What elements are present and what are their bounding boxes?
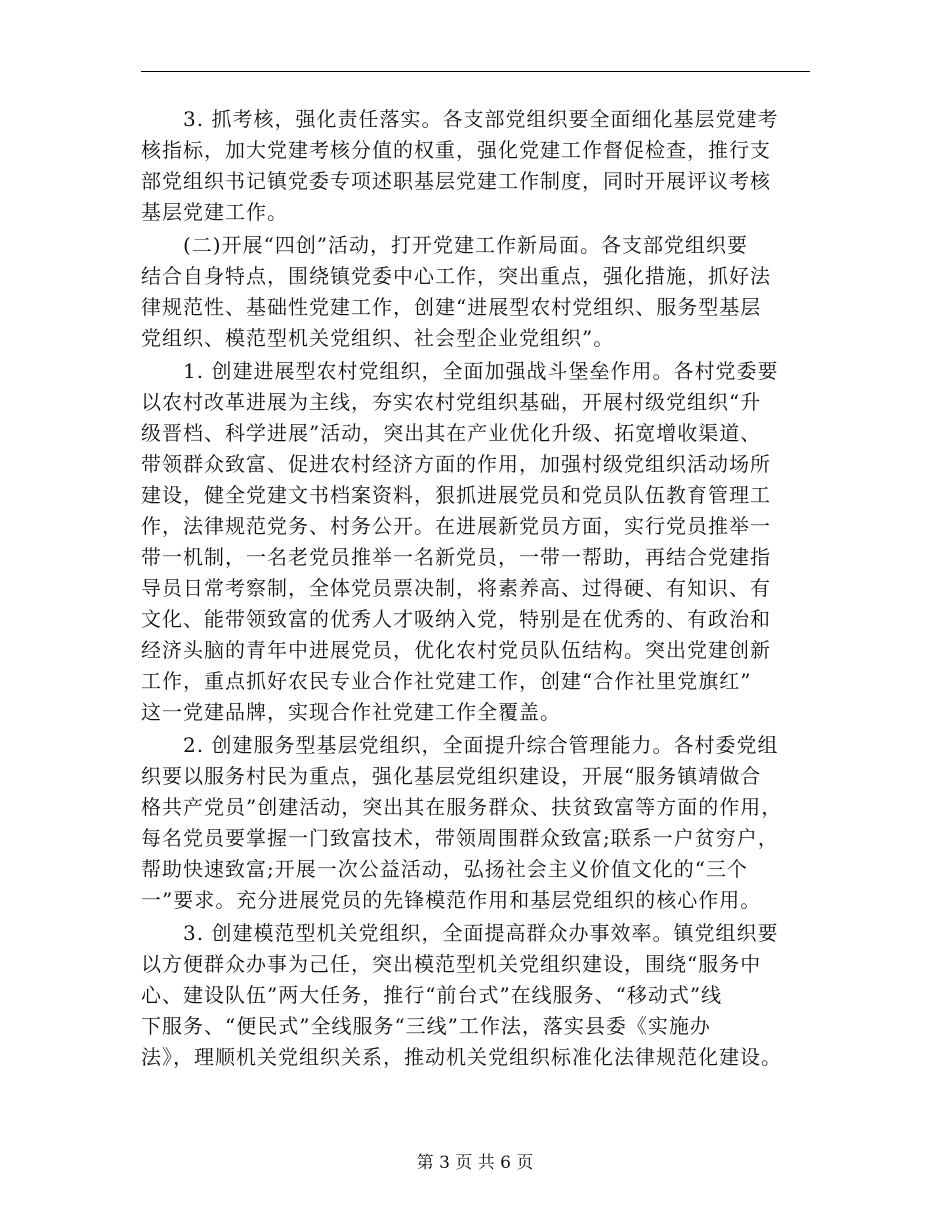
text-line: 工作，重点抓好农民专业合作社党建工作，创建“合作社里党旗红” [141,669,752,693]
text-line: (二)开展“四创”活动，打开党建工作新局面。各支部党组织要 [141,233,749,257]
text-line: 2. 创建服务型基层党组织，全面提升综合管理能力。各村委党组 [141,733,779,757]
text-line: 以农村改革进展为主线，夯实农村党组织基础，开展村级党组织“升 [141,390,762,414]
text-line: 格共产党员”创建活动，突出其在服务群众、扶贫致富等方面的作用， [141,795,783,819]
text-line: 织要以服务村民为重点，强化基层党组织建设，开展“服务镇靖做合 [141,764,762,788]
paragraph-5 [141,918,816,1073]
text-line: 带一机制，一名老党员推举一名新党员，一带一帮助，再结合党建指 [141,545,771,569]
text-line: 1. 创建进展型农村党组织，全面加强战斗堡垒作用。各村党委要 [141,359,779,383]
text-line: 3. 创建模范型机关党组织，全面提高群众办事效率。镇党组织要 [141,921,779,945]
text-line: 心、建设队伍”两大任务，推行“前台式”在线服务、“移动式”线 [141,983,723,1007]
header-rule [141,71,810,72]
text-line: 党组织、模范型机关党组织、社会型企业党组织”。 [141,326,615,350]
text-line: 部党组织书记镇党委专项述职基层党建工作制度，同时开展评议考核 [141,169,771,193]
text-line: 法》，理顺机关党组织关系，推动机关党组织标准化法律规范化建设。 [141,1045,782,1069]
page-number-footer: 第 3 页 共 6 页 [416,1153,534,1173]
text-line: 3. 抓考核，强化责任落实。各支部党组织要全面细化基层党建考 [141,107,779,131]
text-line: 带领群众致富、促进农村经济方面的作用，加强村级党组织活动场所 [141,452,771,476]
paragraph-2 [141,230,816,354]
text-line: 核指标，加大党建考核分值的权重，强化党建工作督促检查，推行支 [141,138,771,162]
text-line: 建设，健全党建文书档案资料，狠抓进展党员和党员队伍教育管理工 [141,483,771,507]
text-line: 下服务、“便民式”全线服务“三线”工作法，落实县委《实施办 [141,1014,711,1038]
text-line: 帮助快速致富;开展一次公益活动，弘扬社会主义价值文化的“三个 [141,857,748,881]
text-line: 这一党建品牌，实现合作社党建工作全覆盖。 [141,700,561,724]
text-line: 律规范性、基础性党建工作，创建“进展型农村党组织、服务型基层 [141,295,762,319]
text-line: 每名党员要掌握一门致富技术，带领周围群众致富;联系一户贫穷户， [141,826,779,850]
paragraph-3 [141,356,816,728]
text-line: 结合自身特点，围绕镇党委中心工作，突出重点，强化措施，抓好法 [141,264,771,288]
paragraph-4 [141,730,816,916]
text-line: 级晋档、科学进展”活动，突出其在产业优化升级、拓宽增收渠道、 [141,421,762,445]
text-line: 基层党建工作。 [141,200,288,224]
text-line: 以方便群众办事为己任，突出模范型机关党组织建设，围绕“服务中 [141,952,762,976]
text-line: 导员日常考察制，全体党员票决制，将素养高、过得硬、有知识、有 [141,576,771,600]
text-line: 作，法律规范党务、村务公开。在进展新党员方面，实行党员推举一 [141,514,771,538]
text-line: 一”要求。充分进展党员的先锋模范作用和基层党组织的核心作用。 [141,888,762,912]
text-line: 文化、能带领致富的优秀人才吸纳入党，特别是在优秀的、有政治和 [141,607,771,631]
document-body [141,104,816,1075]
text-line: 经济头脑的青年中进展党员，优化农村党员队伍结构。突出党建创新 [141,638,771,662]
paragraph-1 [141,104,816,228]
